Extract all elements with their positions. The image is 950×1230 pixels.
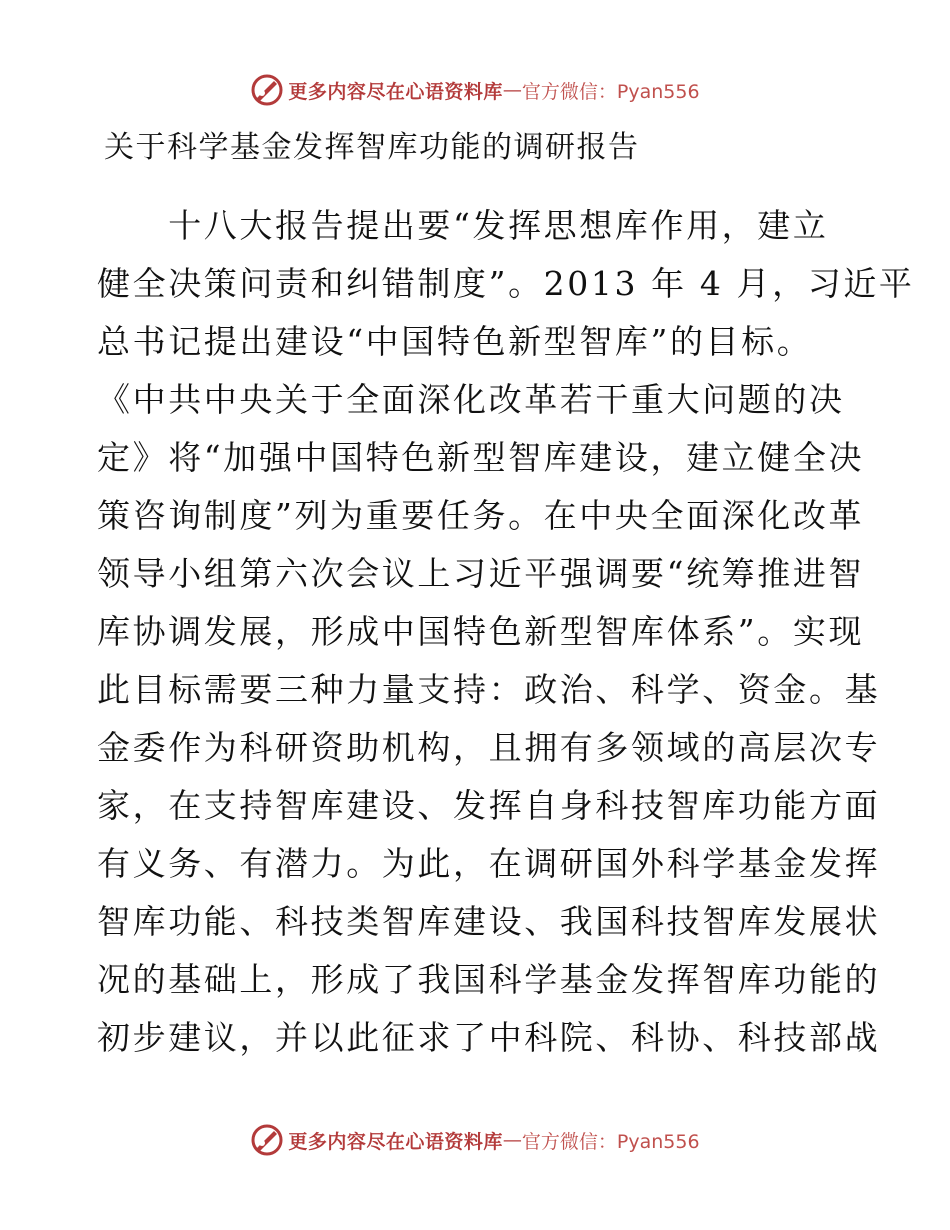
body-line: 策咨询制度”列为重要任务。在中央全面深化改革: [97, 496, 865, 535]
header-watermark: [0, 70, 950, 110]
watermark-account: 官方微信：Pyan556: [521, 80, 700, 103]
body-line: 况的基础上，形成了我国科学基金发挥智库功能的: [97, 960, 881, 999]
body-line: 定》将“加强中国特色新型智库建设，建立健全决: [97, 438, 865, 477]
watermark-separator: —: [502, 1129, 522, 1151]
body-line: 此目标需要三种力量支持：政治、科学、资金。基: [97, 670, 881, 709]
body-line: 家，在支持智库建设、发挥自身科技智库功能方面: [97, 786, 881, 825]
body-line: 库协调发展，形成中国特色新型智库体系”。实现: [97, 612, 865, 651]
pen-logo-icon: [250, 1123, 284, 1157]
watermark-text: 更多内容尽在心语资料库: [288, 80, 503, 103]
body-line: 健全决策问责和纠错制度”。2013 年 4 月，习近平: [97, 264, 915, 303]
body-line: 有义务、有潜力。为此，在调研国外科学基金发挥: [97, 844, 881, 883]
watermark-separator: —: [502, 79, 522, 101]
footer-watermark: [0, 1120, 950, 1160]
body-line: 智库功能、科技类智库建设、我国科技智库发展状: [97, 902, 881, 941]
body-line: 初步建议，并以此征求了中科院、科协、科技部战: [97, 1018, 881, 1057]
document-title: 关于科学基金发挥智库功能的调研报告: [104, 130, 640, 165]
body-line: 《中共中央关于全面深化改革若干重大问题的决: [97, 380, 845, 419]
body-line: 领导小组第六次会议上习近平强调要“统筹推进智: [97, 554, 865, 593]
body-line: 金委作为科研资助机构，且拥有多领域的高层次专: [97, 728, 881, 767]
body-line: 十八大报告提出要“发挥思想库作用，建立: [97, 206, 829, 245]
document-body: [97, 197, 915, 1067]
watermark-account: 官方微信：Pyan556: [521, 1130, 700, 1153]
body-line: 总书记提出建设“中国特色新型智库”的目标。: [97, 322, 813, 361]
watermark-text: 更多内容尽在心语资料库: [288, 1130, 503, 1153]
pen-logo-icon: [250, 73, 284, 107]
